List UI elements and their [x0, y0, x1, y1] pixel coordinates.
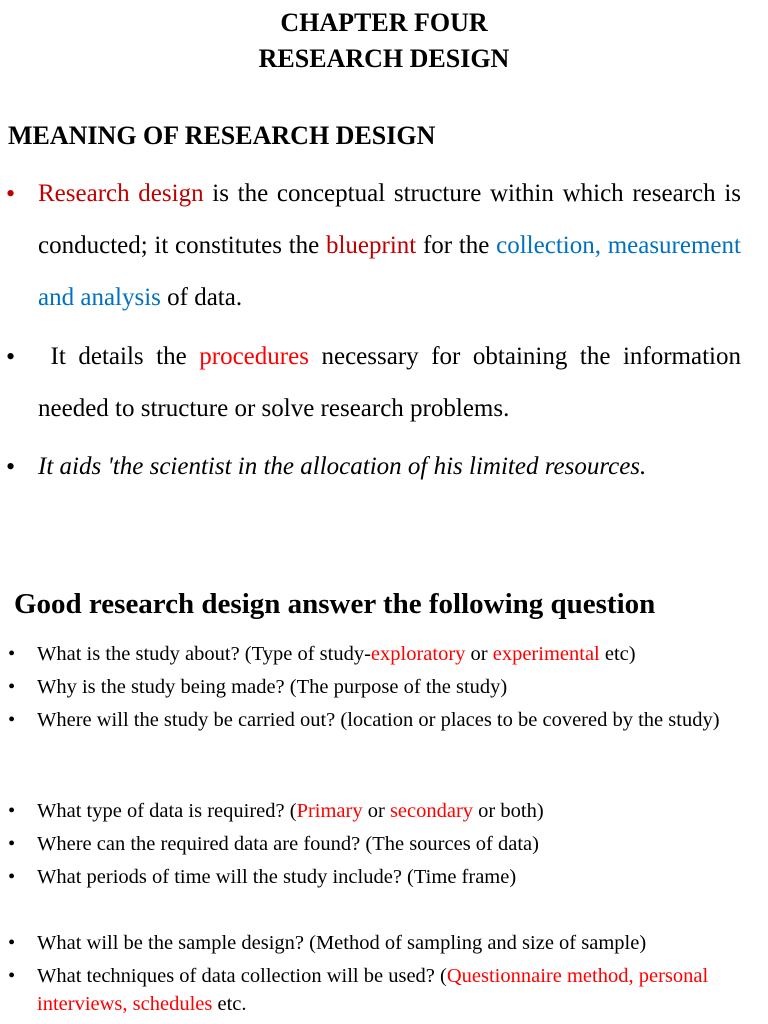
- chapter-number: CHAPTER FOUR: [280, 8, 488, 37]
- list-item: • Why is the study being made? (The purpose of the study): [0, 673, 768, 701]
- section-heading-meaning: MEANING OF RESEARCH DESIGN: [8, 121, 436, 150]
- question-list: [0, 797, 768, 896]
- bullet-icon: •: [6, 342, 16, 371]
- bullet-icon: •: [8, 709, 16, 731]
- bullet-definition: • Research design is the conceptual structure within which research is conducted; it constitutes the blueprint for the collection, measurement and analysis of data.: [0, 168, 768, 324]
- question-list: [0, 640, 768, 739]
- term-experimental: experimental: [492, 643, 600, 665]
- bullet-icon: •: [8, 643, 16, 665]
- list-item: • What is the study about? (Type of study-exploratory or experimental etc): [0, 640, 768, 668]
- bullet-icon: •: [6, 179, 16, 208]
- list-item: • What techniques of data collection will be used? (Questionnaire method, personal interviews, schedules etc.: [0, 962, 768, 1018]
- bullet-icon: •: [8, 800, 16, 822]
- term-collection: collection, measurement and analysis: [38, 232, 741, 311]
- list-item: • What periods of time will the study include? (Time frame): [0, 863, 768, 891]
- term-procedures: procedures: [199, 343, 309, 370]
- term-secondary: secondary: [389, 800, 474, 822]
- section-heading-questions: Good research design answer the following question: [14, 588, 656, 620]
- term-methods: Questionnaire method, personal interviews, schedules: [37, 965, 709, 1015]
- bullet-icon: •: [8, 932, 16, 954]
- bullet-icon: •: [8, 676, 16, 698]
- bullet-procedures: • It details the procedures necessary for obtaining the information needed to structure or solve research problems.: [0, 331, 768, 435]
- list-item: • What will be the sample design? (Method of sampling and size of sample): [0, 929, 768, 957]
- chapter-title: RESEARCH DESIGN: [258, 44, 510, 73]
- list-item: • Where can the required data are found? (The sources of data): [0, 830, 768, 858]
- bullet-icon: •: [8, 833, 16, 855]
- list-item: • Where will the study be carried out? (location or places to be covered by the study): [0, 706, 768, 734]
- bullet-icon: •: [8, 866, 16, 888]
- question-list: [0, 929, 768, 1023]
- term-primary: Primary: [296, 800, 363, 822]
- list-item: • What type of data is required? (Primary or secondary or both): [0, 797, 768, 825]
- bullet-icon: •: [8, 965, 16, 987]
- bullet-resources: • It aids 'the scientist in the allocation of his limited resources.: [0, 441, 768, 493]
- bullet-icon: •: [6, 452, 16, 481]
- term-exploratory: exploratory: [370, 643, 466, 665]
- term-blueprint: blueprint: [325, 232, 417, 259]
- term-research-design: Research design: [38, 180, 204, 207]
